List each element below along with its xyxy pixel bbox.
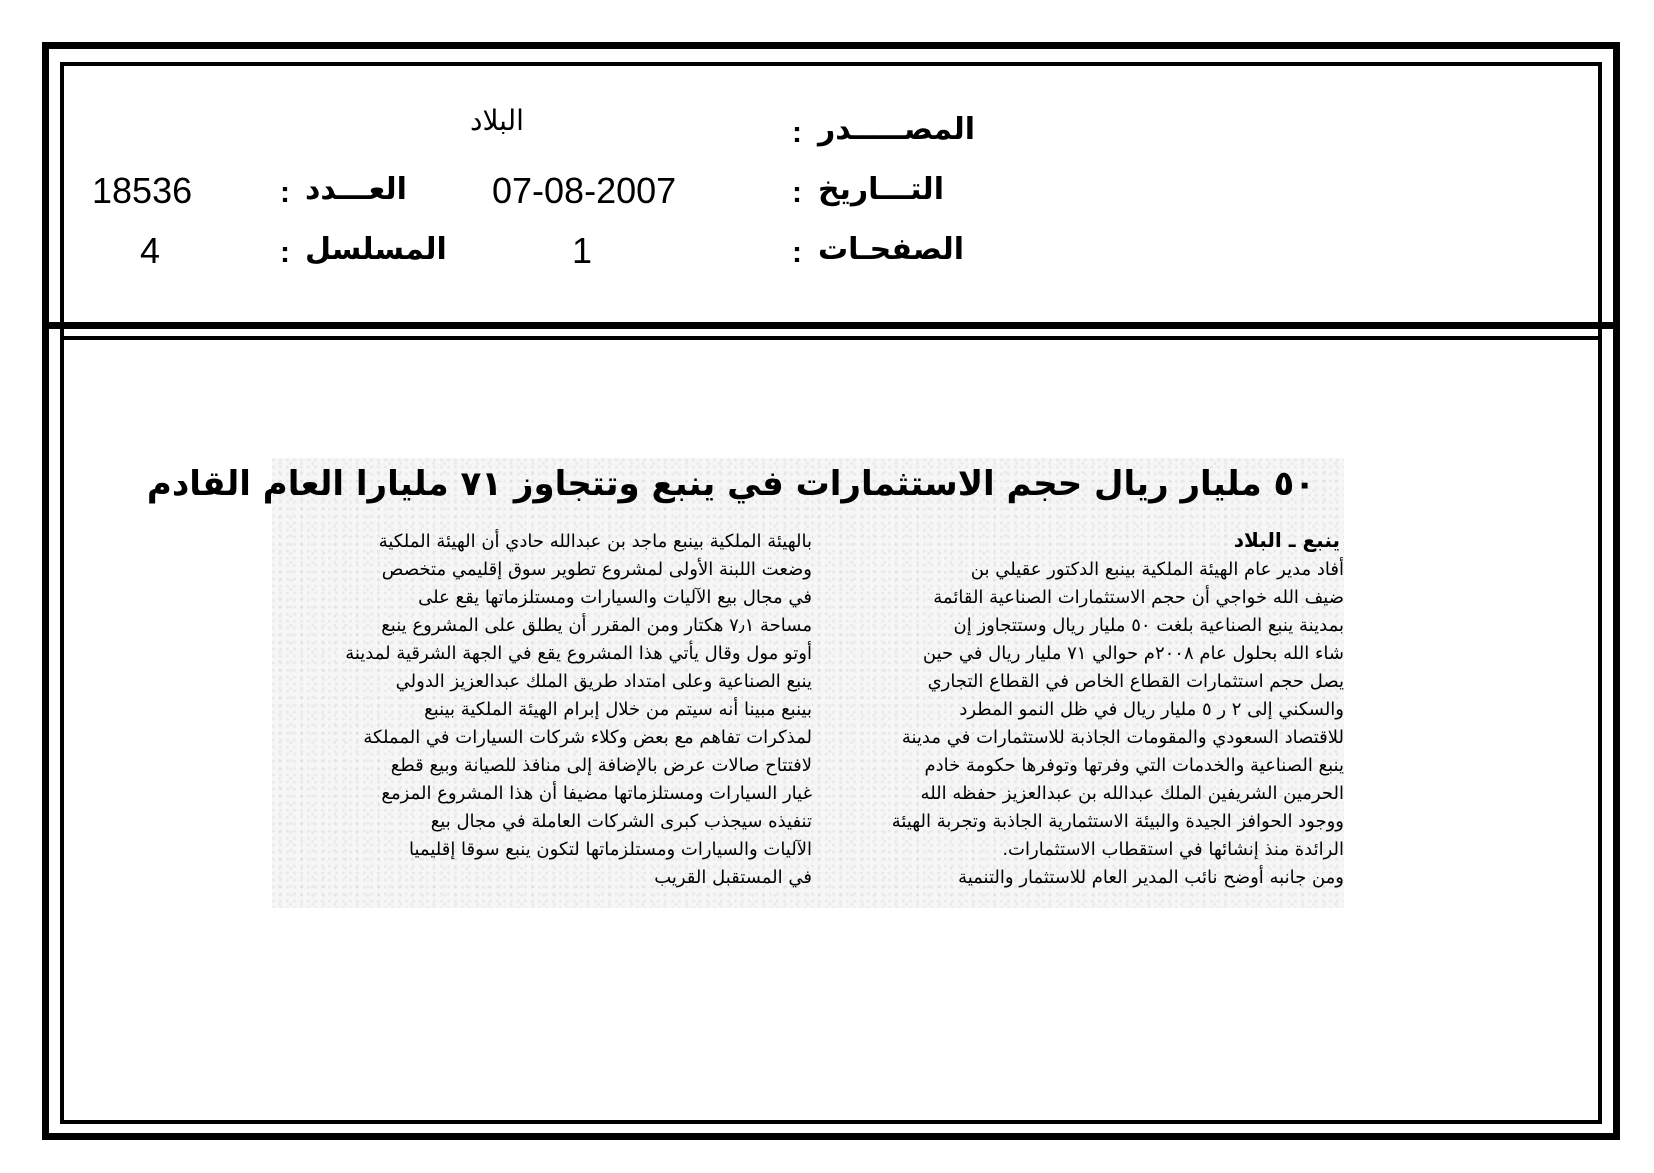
article-column-right [838,556,1344,892]
pages-colon: : [792,236,802,269]
issue-value: 18536 [92,170,193,211]
article-line: لمذكرات تفاهم مع بعض وكلاء شركات السيارات في المملكة [363,727,812,748]
article-line: يصل حجم استثمارات القطاع الخاص في القطاع التجاري [927,671,1344,692]
article-line: والسكني إلى ٢ ر ٥ مليار ريال في ظل النمو المطرد [959,699,1344,720]
date-label: التـــاريخ [818,172,944,207]
article-line: تنفيذه سيجذب كبرى الشركات العاملة في مجال بيع [430,811,812,832]
date-colon: : [792,176,802,209]
article-line: بمدينة ينبع الصناعية بلغت ٥٠ مليار ريال وستتجاوز إن [953,615,1344,636]
article-byline: ينبع ـ البلاد [1233,528,1340,552]
article-line: في مجال بيع الآليات والسيارات ومستلزماتها يقع على [418,587,812,608]
header-divider-inner [60,336,1602,340]
article-headline: ٥٠ مليار ريال حجم الاستثمارات في ينبع وتتجاوز ٧١ مليارا العام القادم [146,464,1315,504]
article-line: الآليات والسيارات ومستلزماتها لتكون ينبع سوقا إقليميا [409,839,812,860]
article-line: لافتتاح صالات عرض بالإضافة إلى منافذ للصيانة وبيع قطع [390,755,812,776]
article-line: في المستقبل القريب [654,867,812,888]
source-label: المصـــــدر [818,112,976,147]
article-line: للاقتصاد السعودي والمقومات الجاذبة للاستثمارات في مدينة [901,727,1344,748]
source-value: البلاد [470,104,524,137]
article-line: أفاد مدير عام الهيئة الملكية بينبع الدكتور عقيلي بن [970,559,1344,580]
serial-label: المسلسل [305,232,447,267]
source-colon: : [792,116,802,149]
article-line: ضيف الله خواجي أن حجم الاستثمارات الصناعية القائمة [933,587,1344,608]
serial-colon: : [280,236,290,269]
article-line: أوتو مول وقال يأتي هذا المشروع يقع في الجهة الشرقية لمدينة [345,643,812,664]
pages-label: الصفحـات [818,232,964,267]
article-line: شاء الله بحلول عام ٢٠٠٨م حوالي ٧١ مليار ريال في حين [922,643,1344,664]
article-line: ووجود الحوافز الجيدة والبيئة الاستثمارية الجاذبة وتجربة الهيئة [891,811,1344,832]
date-value: 07-08-2007 [492,170,677,211]
pages-value: 1 [572,230,593,271]
article-line: مساحة ٧٫١ هكتار ومن المقرر أن يطلق على المشروع ينبع [381,615,812,636]
header-divider [42,322,1620,329]
issue-colon: : [280,176,290,209]
article-line: الرائدة منذ إنشائها في استقطاب الاستثمارات. [1002,839,1344,860]
article-line: ينبع الصناعية وعلى امتداد طريق الملك عبدالعزيز الدولي [395,671,812,692]
article-line: وضعت اللبنة الأولى لمشروع تطوير سوق إقليمي متخصص [381,559,812,580]
article-line: غيار السيارات ومستلزماتها مضيفا أن هذا المشروع المزمع [381,783,812,804]
issue-label: العـــدد [305,172,407,207]
article-line: ينبع الصناعية والخدمات التي وفرتها وتوفرها حكومة خادم [924,755,1344,776]
article-line: الحرمين الشريفين الملك عبدالله بن عبدالعزيز حفظه الله [920,783,1344,804]
serial-value: 4 [140,230,161,271]
article-line: بينبع مبينا أنه سيتم من خلال إبرام الهيئة الملكية بينبع [424,699,812,720]
article-column-left [300,528,812,892]
article-line: ومن جانبه أوضح نائب المدير العام للاستثمار والتنمية [958,867,1344,888]
article-line: بالهيئة الملكية بينبع ماجد بن عبدالله حادي أن الهيئة الملكية [378,531,812,552]
